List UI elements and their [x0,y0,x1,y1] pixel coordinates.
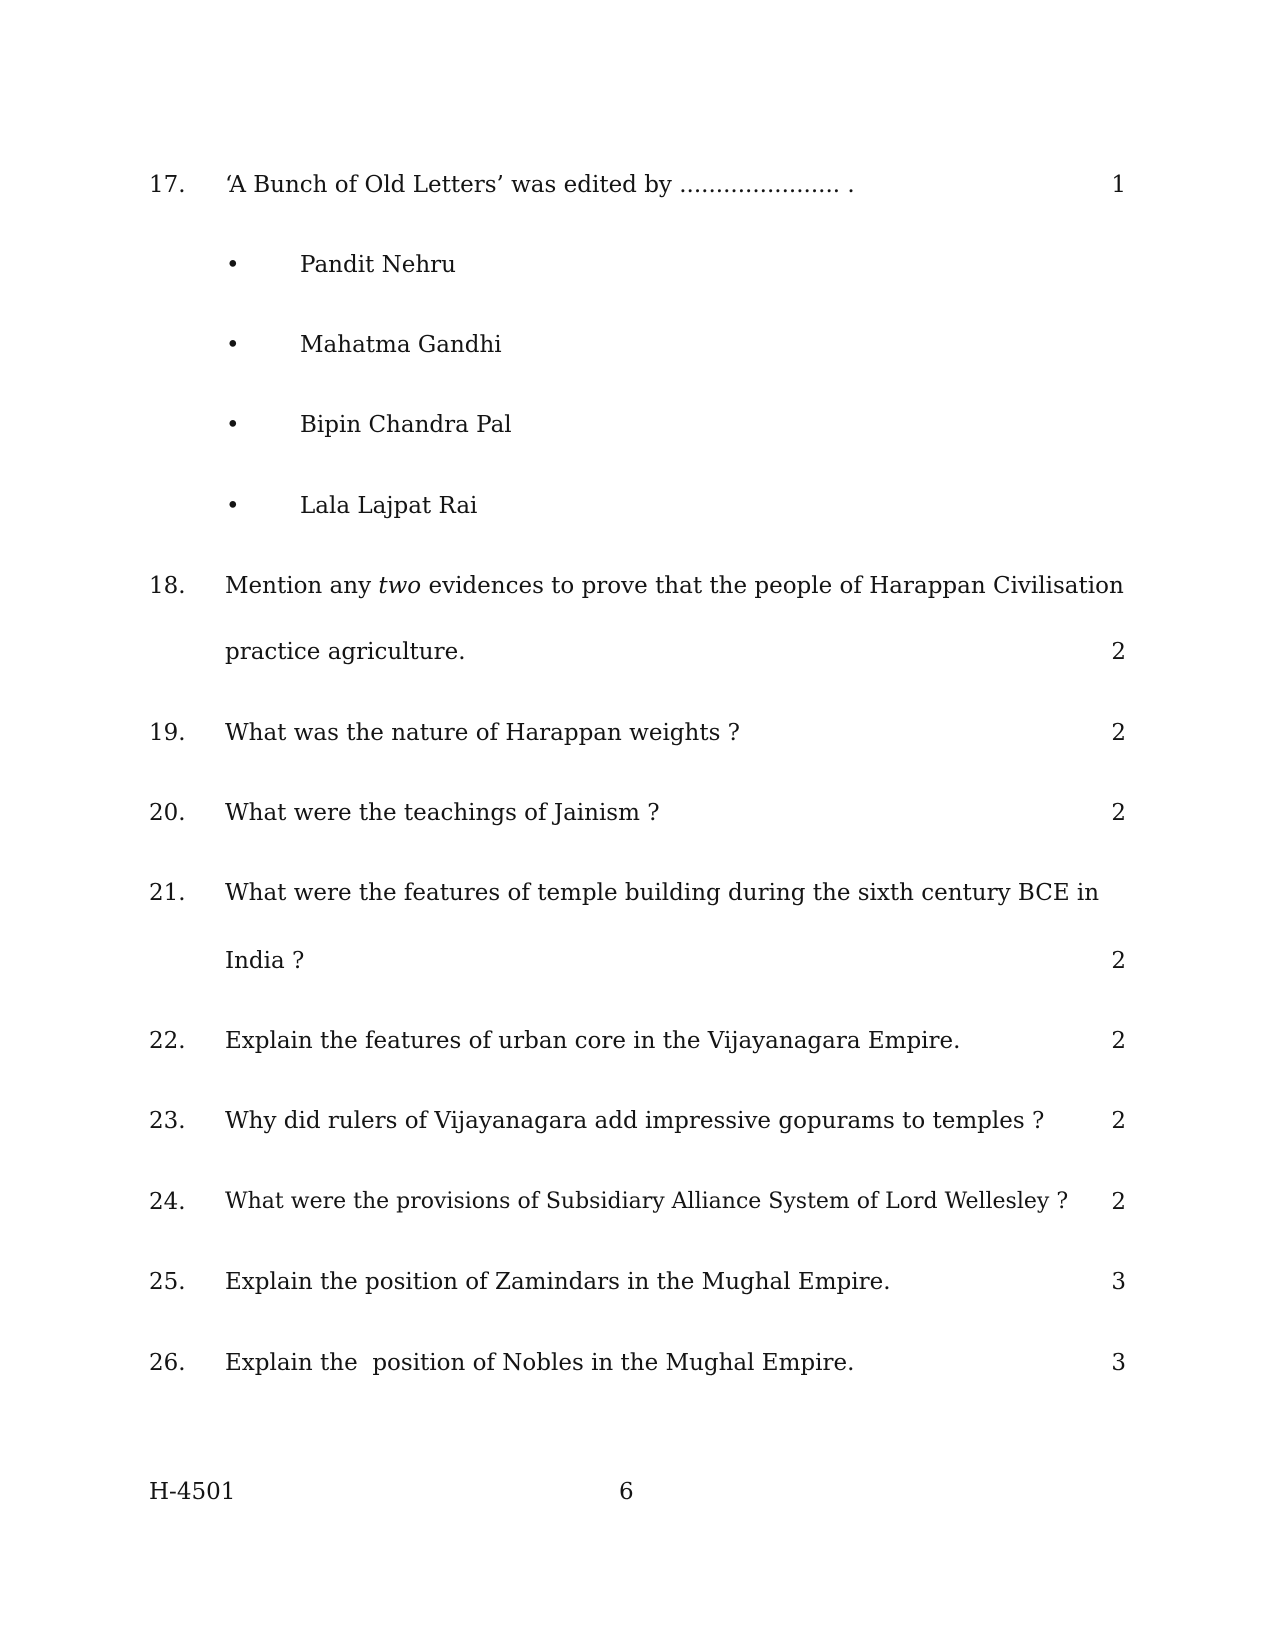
question-number: 25. [149,1269,186,1295]
question-21 [0,873,1275,913]
page-number: 6 [619,1479,634,1505]
question-21-continued [0,941,1275,981]
question-18-continued [0,632,1275,672]
question-26 [0,1343,1275,1383]
bullet-icon: • [226,493,240,519]
question-22 [0,1021,1275,1061]
question-marks: 2 [1111,1189,1126,1215]
question-text-line2: practice agriculture. [225,639,466,665]
question-marks: 2 [1111,1028,1126,1054]
bullet-icon: • [226,252,240,278]
question-number: 17. [149,172,186,198]
option-text: Bipin Chandra Pal [300,412,512,438]
question-number: 23. [149,1108,186,1134]
question-text-emphasis: two [378,573,422,599]
question-marks: 3 [1111,1269,1126,1295]
option-item [0,486,1275,526]
question-number: 20. [149,800,186,826]
question-text [225,566,1124,606]
option-item [0,245,1275,285]
question-marks: 2 [1111,639,1126,665]
option-item [0,325,1275,365]
question-20 [0,793,1275,833]
question-number: 26. [149,1350,186,1376]
option-item [0,405,1275,445]
question-marks: 2 [1111,720,1126,746]
question-number: 22. [149,1028,186,1054]
paper-code: H-4501 [149,1479,236,1505]
question-marks: 3 [1111,1350,1126,1376]
question-text-part: evidences to prove that the people of Harappan Civilisation [421,573,1124,599]
question-number: 18. [149,573,186,599]
question-text: What were the provisions of Subsidiary Alliance System of Lord Wellesley ? [225,1189,1069,1214]
question-24 [0,1182,1275,1222]
question-text: What were the teachings of Jainism ? [225,800,660,826]
bullet-icon: • [226,412,240,438]
question-text: Why did rulers of Vijayanagara add impressive gopurams to temples ? [225,1108,1045,1134]
question-number: 21. [149,880,186,906]
question-number: 24. [149,1189,186,1215]
question-text: Explain the position of Zamindars in the Mughal Empire. [225,1269,891,1295]
option-text: Mahatma Gandhi [300,332,502,358]
question-18 [0,566,1275,606]
question-marks: 1 [1111,172,1126,198]
option-text: Pandit Nehru [300,252,456,278]
question-number: 19. [149,720,186,746]
question-marks: 2 [1111,948,1126,974]
question-text: What was the nature of Harappan weights ? [225,720,741,746]
question-text: Explain the position of Nobles in the Mughal Empire. [225,1350,855,1376]
question-text: What were the features of temple building during the sixth century BCE in [225,880,1100,906]
option-text: Lala Lajpat Rai [300,493,478,519]
question-text: ‘A Bunch of Old Letters’ was edited by ...................... . [225,172,855,198]
question-17 [0,165,1275,205]
question-text: Explain the features of urban core in the Vijayanagara Empire. [225,1028,961,1054]
bullet-icon: • [226,332,240,358]
question-text-line2: India ? [225,948,305,974]
question-text-part: Mention any [225,573,379,599]
question-23 [0,1101,1275,1141]
question-marks: 2 [1111,800,1126,826]
question-19 [0,713,1275,753]
question-25 [0,1262,1275,1302]
question-marks: 2 [1111,1108,1126,1134]
